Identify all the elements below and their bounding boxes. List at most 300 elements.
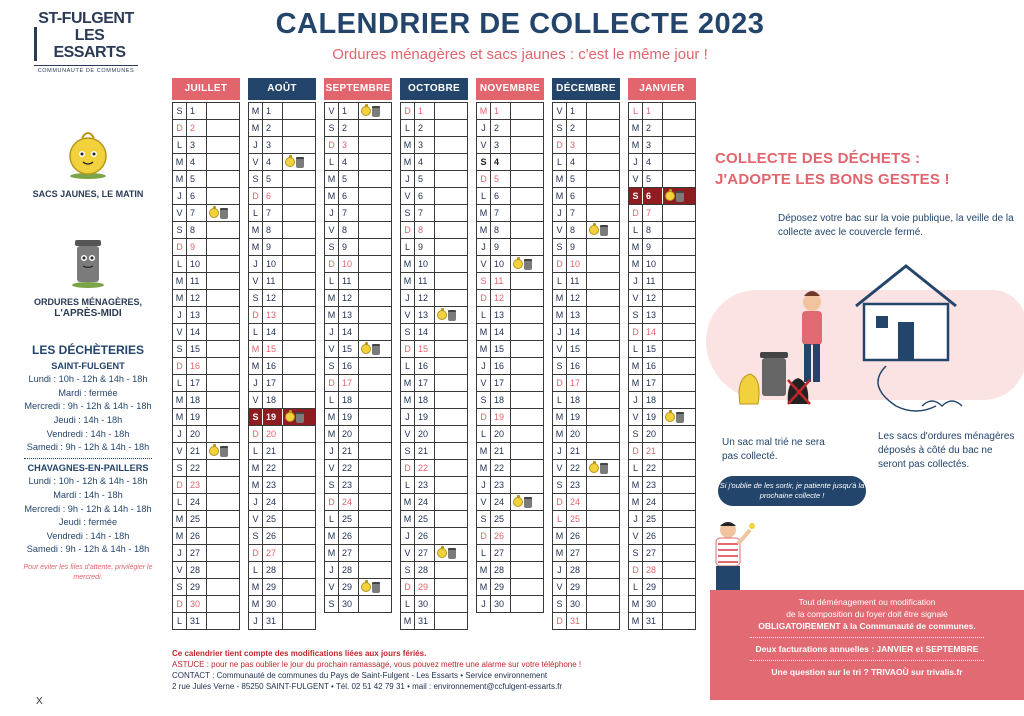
logo <box>34 10 138 72</box>
day-number: 10 <box>187 256 207 272</box>
yellow-bag-icon <box>589 225 599 235</box>
day-row <box>173 221 239 238</box>
day-icons <box>511 154 543 170</box>
day-weekday: S <box>173 579 187 595</box>
day-row <box>629 595 695 612</box>
day-icons <box>435 256 467 272</box>
day-row <box>401 306 467 323</box>
day-weekday: M <box>249 460 263 476</box>
day-row <box>477 153 543 170</box>
day-weekday: S <box>325 120 339 136</box>
day-number: 16 <box>491 358 511 374</box>
day-weekday: M <box>249 477 263 493</box>
day-number: 31 <box>567 613 587 629</box>
day-number: 18 <box>643 392 663 408</box>
day-row <box>249 340 315 357</box>
day-icons <box>283 103 315 119</box>
legend-grey-label-2: L'APRÈS-MIDI <box>54 308 122 319</box>
day-weekday: V <box>401 426 415 442</box>
day-number: 10 <box>567 256 587 272</box>
day-row <box>173 561 239 578</box>
day-row <box>477 306 543 323</box>
x-mark: X <box>36 696 43 707</box>
day-number: 21 <box>263 443 283 459</box>
day-number: 9 <box>339 239 359 255</box>
day-icons <box>663 273 695 289</box>
day-number: 10 <box>339 256 359 272</box>
day-row <box>173 459 239 476</box>
grey-bin-icon <box>524 497 532 508</box>
day-weekday: D <box>325 137 339 153</box>
day-icons <box>587 120 619 136</box>
day-icons <box>587 460 619 476</box>
day-row <box>249 493 315 510</box>
day-number: 7 <box>339 205 359 221</box>
day-number: 24 <box>491 494 511 510</box>
day-weekday: M <box>477 443 491 459</box>
day-icons <box>587 205 619 221</box>
day-row <box>325 340 391 357</box>
day-icons <box>435 392 467 408</box>
day-row <box>477 442 543 459</box>
day-weekday: S <box>553 477 567 493</box>
day-row <box>629 374 695 391</box>
day-weekday: M <box>477 562 491 578</box>
day-weekday: L <box>173 137 187 153</box>
page-subtitle: Ordures ménagères et sacs jaunes : c'est le même jour ! <box>332 46 708 63</box>
day-weekday: S <box>553 120 567 136</box>
day-weekday: D <box>325 256 339 272</box>
day-number: 15 <box>567 341 587 357</box>
day-row <box>629 136 695 153</box>
day-row <box>477 527 543 544</box>
day-row <box>401 408 467 425</box>
day-row <box>401 493 467 510</box>
day-number: 15 <box>643 341 663 357</box>
day-row <box>477 357 543 374</box>
day-icons <box>359 545 391 561</box>
day-weekday: J <box>553 562 567 578</box>
day-number: 6 <box>643 188 663 204</box>
day-icons <box>435 477 467 493</box>
day-number: 22 <box>187 460 207 476</box>
day-weekday: M <box>249 103 263 119</box>
day-weekday: J <box>553 205 567 221</box>
day-weekday: J <box>477 477 491 493</box>
day-row <box>553 204 619 221</box>
day-number: 27 <box>491 545 511 561</box>
day-row <box>553 102 619 119</box>
legend-yellow-label: SACS JAUNES, LE MATIN <box>32 189 144 199</box>
day-icons <box>511 511 543 527</box>
day-weekday: D <box>477 409 491 425</box>
day-weekday: D <box>553 613 567 629</box>
day-icons <box>663 120 695 136</box>
day-row <box>325 510 391 527</box>
day-row <box>401 255 467 272</box>
day-weekday: L <box>629 222 643 238</box>
day-weekday: V <box>325 341 339 357</box>
day-row <box>325 221 391 238</box>
day-icons <box>663 409 695 425</box>
day-number: 30 <box>339 596 359 612</box>
day-icons <box>359 579 391 595</box>
day-weekday: L <box>173 256 187 272</box>
day-icons <box>207 137 239 153</box>
day-icons <box>435 171 467 187</box>
day-row <box>173 204 239 221</box>
day-row <box>325 289 391 306</box>
day-number: 27 <box>339 545 359 561</box>
day-row <box>325 459 391 476</box>
month-days <box>324 102 392 613</box>
house-bin-illustration <box>736 256 1016 426</box>
day-row <box>477 425 543 442</box>
day-number: 4 <box>643 154 663 170</box>
day-row <box>401 323 467 340</box>
day-row <box>629 476 695 493</box>
day-number: 22 <box>263 460 283 476</box>
day-row <box>553 459 619 476</box>
day-weekday: M <box>477 222 491 238</box>
day-icons <box>359 222 391 238</box>
day-number: 17 <box>491 375 511 391</box>
day-row <box>249 476 315 493</box>
day-number: 8 <box>491 222 511 238</box>
yellow-bag-icon <box>58 124 118 180</box>
day-number: 28 <box>491 562 511 578</box>
day-icons <box>511 477 543 493</box>
day-weekday: D <box>249 545 263 561</box>
day-row <box>401 187 467 204</box>
day-number: 28 <box>187 562 207 578</box>
grey-bin-icon <box>448 310 456 321</box>
day-number: 5 <box>187 171 207 187</box>
day-weekday: S <box>477 273 491 289</box>
day-weekday: J <box>249 494 263 510</box>
day-weekday: J <box>553 324 567 340</box>
site1-hours-2: Mercredi : 9h - 12h & 14h - 18h <box>24 401 152 412</box>
day-number: 19 <box>415 409 435 425</box>
day-number: 6 <box>187 188 207 204</box>
day-number: 10 <box>643 256 663 272</box>
day-icons <box>283 426 315 442</box>
month-days <box>400 102 468 630</box>
day-weekday: D <box>629 205 643 221</box>
day-row <box>249 391 315 408</box>
day-icons <box>663 222 695 238</box>
day-weekday: M <box>629 477 643 493</box>
day-icons <box>207 188 239 204</box>
day-icons <box>435 358 467 374</box>
day-number: 13 <box>643 307 663 323</box>
day-weekday: J <box>477 239 491 255</box>
day-number: 17 <box>187 375 207 391</box>
day-number: 2 <box>263 120 283 136</box>
day-row <box>325 119 391 136</box>
day-weekday: V <box>249 392 263 408</box>
day-row <box>173 102 239 119</box>
day-icons <box>207 154 239 170</box>
yellow-bag-icon <box>513 497 523 507</box>
day-icons <box>435 205 467 221</box>
day-row <box>629 510 695 527</box>
day-icons <box>511 392 543 408</box>
day-icons <box>435 528 467 544</box>
day-row <box>249 289 315 306</box>
day-number: 15 <box>187 341 207 357</box>
day-icons <box>663 426 695 442</box>
site2-hours-4: Vendredi : 14h - 18h <box>46 530 130 541</box>
day-icons <box>283 494 315 510</box>
day-icons <box>207 613 239 629</box>
day-row <box>553 119 619 136</box>
day-number: 11 <box>643 273 663 289</box>
yellow-bag-icon <box>437 310 447 320</box>
gestes-title-1: COLLECTE DES DÉCHETS : <box>715 150 921 167</box>
day-weekday: M <box>477 103 491 119</box>
day-row <box>173 510 239 527</box>
day-weekday: L <box>401 477 415 493</box>
day-row <box>553 187 619 204</box>
grey-bin-icon <box>676 412 684 423</box>
day-icons <box>283 324 315 340</box>
site2-hours-5: Samedi : 9h - 12h & 14h - 18h <box>26 544 150 555</box>
day-icons <box>283 171 315 187</box>
day-number: 29 <box>491 579 511 595</box>
day-weekday: M <box>553 426 567 442</box>
day-weekday: V <box>325 222 339 238</box>
tip-forgot-tag: Si j'oublie de les sortir, je patiente jusqu'à la prochaine collecte ! <box>718 476 866 506</box>
day-weekday: D <box>477 171 491 187</box>
day-icons <box>663 511 695 527</box>
grey-bin-icon <box>296 157 304 168</box>
day-weekday: M <box>401 613 415 629</box>
day-weekday: J <box>401 290 415 306</box>
day-weekday: L <box>629 579 643 595</box>
day-number: 20 <box>567 426 587 442</box>
day-icons <box>511 460 543 476</box>
day-row <box>325 102 391 119</box>
day-number: 3 <box>415 137 435 153</box>
day-weekday: L <box>325 392 339 408</box>
day-icons <box>587 188 619 204</box>
day-row <box>401 510 467 527</box>
day-row <box>401 289 467 306</box>
day-weekday: M <box>173 392 187 408</box>
day-weekday: D <box>173 239 187 255</box>
day-row <box>249 221 315 238</box>
day-weekday: M <box>249 239 263 255</box>
day-row <box>401 102 467 119</box>
day-number: 10 <box>415 256 435 272</box>
info-line1: Tout déménagement ou modification <box>798 597 936 607</box>
day-weekday: L <box>629 341 643 357</box>
day-weekday: D <box>173 596 187 612</box>
day-number: 14 <box>643 324 663 340</box>
day-row <box>629 323 695 340</box>
day-number: 16 <box>263 358 283 374</box>
day-row <box>477 578 543 595</box>
day-icons <box>663 103 695 119</box>
day-icons <box>587 392 619 408</box>
day-row <box>553 408 619 425</box>
day-number: 6 <box>491 188 511 204</box>
day-number: 3 <box>643 137 663 153</box>
day-row <box>325 391 391 408</box>
day-icons <box>663 154 695 170</box>
day-icons <box>283 443 315 459</box>
day-number: 21 <box>643 443 663 459</box>
day-icons <box>435 324 467 340</box>
day-weekday: L <box>629 460 643 476</box>
day-row <box>249 561 315 578</box>
day-weekday: M <box>173 409 187 425</box>
day-icons <box>511 358 543 374</box>
day-weekday: J <box>401 528 415 544</box>
day-number: 17 <box>643 375 663 391</box>
day-icons <box>435 443 467 459</box>
day-icons <box>435 290 467 306</box>
day-row <box>553 561 619 578</box>
day-row <box>325 527 391 544</box>
day-row <box>173 493 239 510</box>
day-weekday: D <box>629 562 643 578</box>
day-number: 4 <box>263 154 283 170</box>
day-icons <box>587 358 619 374</box>
day-number: 4 <box>491 154 511 170</box>
day-weekday: M <box>325 409 339 425</box>
day-number: 22 <box>643 460 663 476</box>
day-weekday: L <box>477 307 491 323</box>
day-weekday: M <box>477 341 491 357</box>
day-number: 16 <box>415 358 435 374</box>
day-row <box>629 459 695 476</box>
month-days <box>248 102 316 630</box>
day-weekday: V <box>477 256 491 272</box>
day-number: 6 <box>263 188 283 204</box>
day-weekday: L <box>249 324 263 340</box>
day-row <box>325 153 391 170</box>
day-row <box>477 459 543 476</box>
day-number: 21 <box>339 443 359 459</box>
day-row <box>629 119 695 136</box>
day-icons <box>359 477 391 493</box>
footer-line4: 2 rue Jules Verne - 85250 SAINT-FULGENT • Tél. 02 51 42 79 31 • mail : environnement@ccfulgent-essarts.fr <box>172 682 563 691</box>
day-row <box>477 561 543 578</box>
month-header: JANVIER <box>628 78 696 100</box>
day-icons <box>435 307 467 323</box>
month-header: SEPTEMBRE <box>324 78 392 100</box>
day-icons <box>587 171 619 187</box>
day-weekday: S <box>249 171 263 187</box>
day-weekday: J <box>477 358 491 374</box>
day-row <box>629 221 695 238</box>
day-number: 27 <box>415 545 435 561</box>
day-number: 19 <box>263 409 283 425</box>
day-number: 12 <box>187 290 207 306</box>
month-column <box>172 78 240 630</box>
day-icons <box>511 120 543 136</box>
day-icons <box>587 443 619 459</box>
day-weekday: J <box>173 188 187 204</box>
day-icons <box>207 239 239 255</box>
day-icons <box>663 460 695 476</box>
day-number: 20 <box>339 426 359 442</box>
day-row <box>477 289 543 306</box>
day-row <box>401 204 467 221</box>
day-row <box>629 289 695 306</box>
day-row <box>553 221 619 238</box>
day-number: 4 <box>339 154 359 170</box>
day-row <box>249 527 315 544</box>
site2-hours-1: Mardi : 14h - 18h <box>53 489 123 500</box>
day-weekday: D <box>325 375 339 391</box>
day-weekday: M <box>249 596 263 612</box>
day-weekday: L <box>401 358 415 374</box>
day-row <box>249 442 315 459</box>
day-icons <box>511 188 543 204</box>
day-row <box>173 425 239 442</box>
day-icons <box>359 358 391 374</box>
day-weekday: M <box>629 120 643 136</box>
site1-hours-4: Vendredi : 14h - 18h <box>46 428 130 439</box>
day-number: 12 <box>567 290 587 306</box>
day-icons <box>435 494 467 510</box>
day-number: 7 <box>643 205 663 221</box>
day-number: 27 <box>263 545 283 561</box>
day-icons <box>511 426 543 442</box>
day-weekday: D <box>401 103 415 119</box>
day-icons <box>283 528 315 544</box>
day-number: 10 <box>491 256 511 272</box>
day-icons <box>283 545 315 561</box>
day-number: 6 <box>415 188 435 204</box>
day-weekday: M <box>173 171 187 187</box>
month-days <box>628 102 696 630</box>
day-row <box>325 204 391 221</box>
yellow-bag-icon <box>589 463 599 473</box>
day-icons <box>587 324 619 340</box>
day-weekday: M <box>325 290 339 306</box>
day-weekday: L <box>325 273 339 289</box>
day-number: 15 <box>263 341 283 357</box>
day-icons <box>511 443 543 459</box>
grey-bin-icon <box>372 582 380 593</box>
day-number: 7 <box>415 205 435 221</box>
day-row <box>629 204 695 221</box>
day-weekday: L <box>249 562 263 578</box>
day-weekday: V <box>401 307 415 323</box>
day-row <box>477 510 543 527</box>
day-weekday: D <box>173 120 187 136</box>
day-weekday: J <box>629 511 643 527</box>
day-number: 17 <box>567 375 587 391</box>
day-row <box>629 187 695 204</box>
day-row <box>401 153 467 170</box>
day-weekday: M <box>553 188 567 204</box>
day-icons <box>663 171 695 187</box>
day-icons <box>663 137 695 153</box>
day-row <box>401 391 467 408</box>
day-number: 24 <box>339 494 359 510</box>
day-row <box>553 238 619 255</box>
day-number: 14 <box>567 324 587 340</box>
day-row <box>173 340 239 357</box>
day-weekday: J <box>325 443 339 459</box>
day-row <box>249 612 315 629</box>
day-number: 6 <box>567 188 587 204</box>
